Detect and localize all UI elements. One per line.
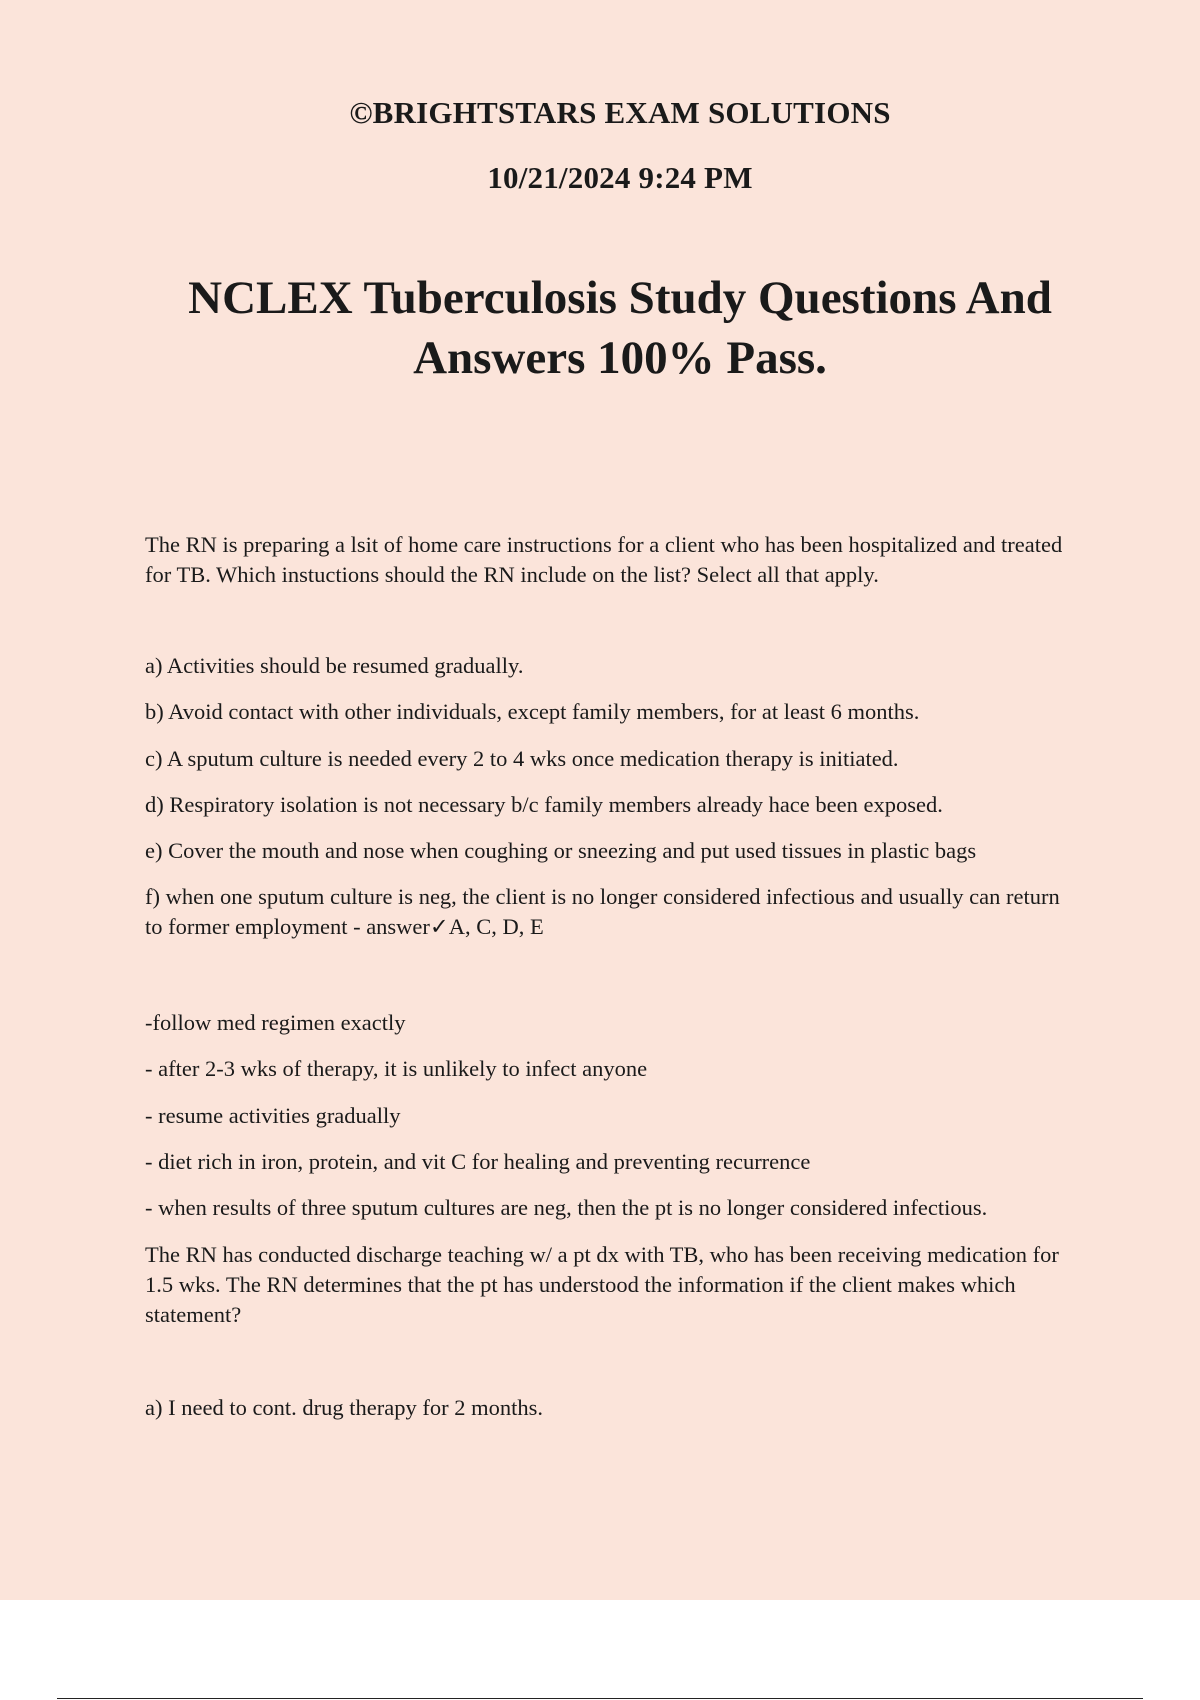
- question-2-prompt: The RN has conducted discharge teaching w/ a pt dx with TB, who has been receiving medication for 1.5 wks. The RN determines that the pt has understood the information if the client makes which statement?: [145, 1242, 1059, 1327]
- header-company: ©BRIGHTSTARS EXAM SOLUTIONS: [349, 95, 891, 130]
- rationale-line-5: - when results of three sputum cultures are neg, then the pt is no longer considered infectious.: [145, 1195, 988, 1220]
- question-1-option-a: a) Activities should be resumed gradually.: [145, 653, 524, 678]
- rationale-line-2: - after 2-3 wks of therapy, it is unlikely to infect anyone: [145, 1056, 648, 1081]
- header-date: 10/21/2024 9:24 PM: [487, 160, 753, 195]
- question-1-prompt: The RN is preparing a lsit of home care instructions for a client who has been hospitalized and treated for TB. Which instuctions should the RN include on the list? Select all that apply.: [145, 532, 1063, 587]
- question-1-option-c: c) A sputum culture is needed every 2 to 4 wks once medication therapy is initiated.: [145, 746, 899, 771]
- document-title: NCLEX Tuberculosis Study Questions And Answers 100% Pass.: [188, 272, 1052, 384]
- question-2-option-a: a) I need to cont. drug therapy for 2 months.: [145, 1395, 544, 1420]
- question-1-option-e: e) Cover the mouth and nose when coughing or sneezing and put used tissues in plastic bags: [145, 838, 977, 863]
- rationale-line-3: - resume activities gradually: [145, 1103, 401, 1128]
- question-1-option-b: b) Avoid contact with other individuals, except family members, for at least 6 months.: [145, 699, 920, 724]
- rationale-line-4: - diet rich in iron, protein, and vit C for healing and preventing recurrence: [145, 1149, 811, 1174]
- question-1-option-d: d) Respiratory isolation is not necessary b/c family members already hace been exposed.: [145, 792, 943, 817]
- question-1-option-f: f) when one sputum culture is neg, the client is no longer considered infectious and usually can return to former employment - answer✓A, C, D, E: [145, 884, 1060, 939]
- rationale-line-1: -follow med regimen exactly: [145, 1010, 406, 1035]
- page-divider: [57, 1698, 1143, 1699]
